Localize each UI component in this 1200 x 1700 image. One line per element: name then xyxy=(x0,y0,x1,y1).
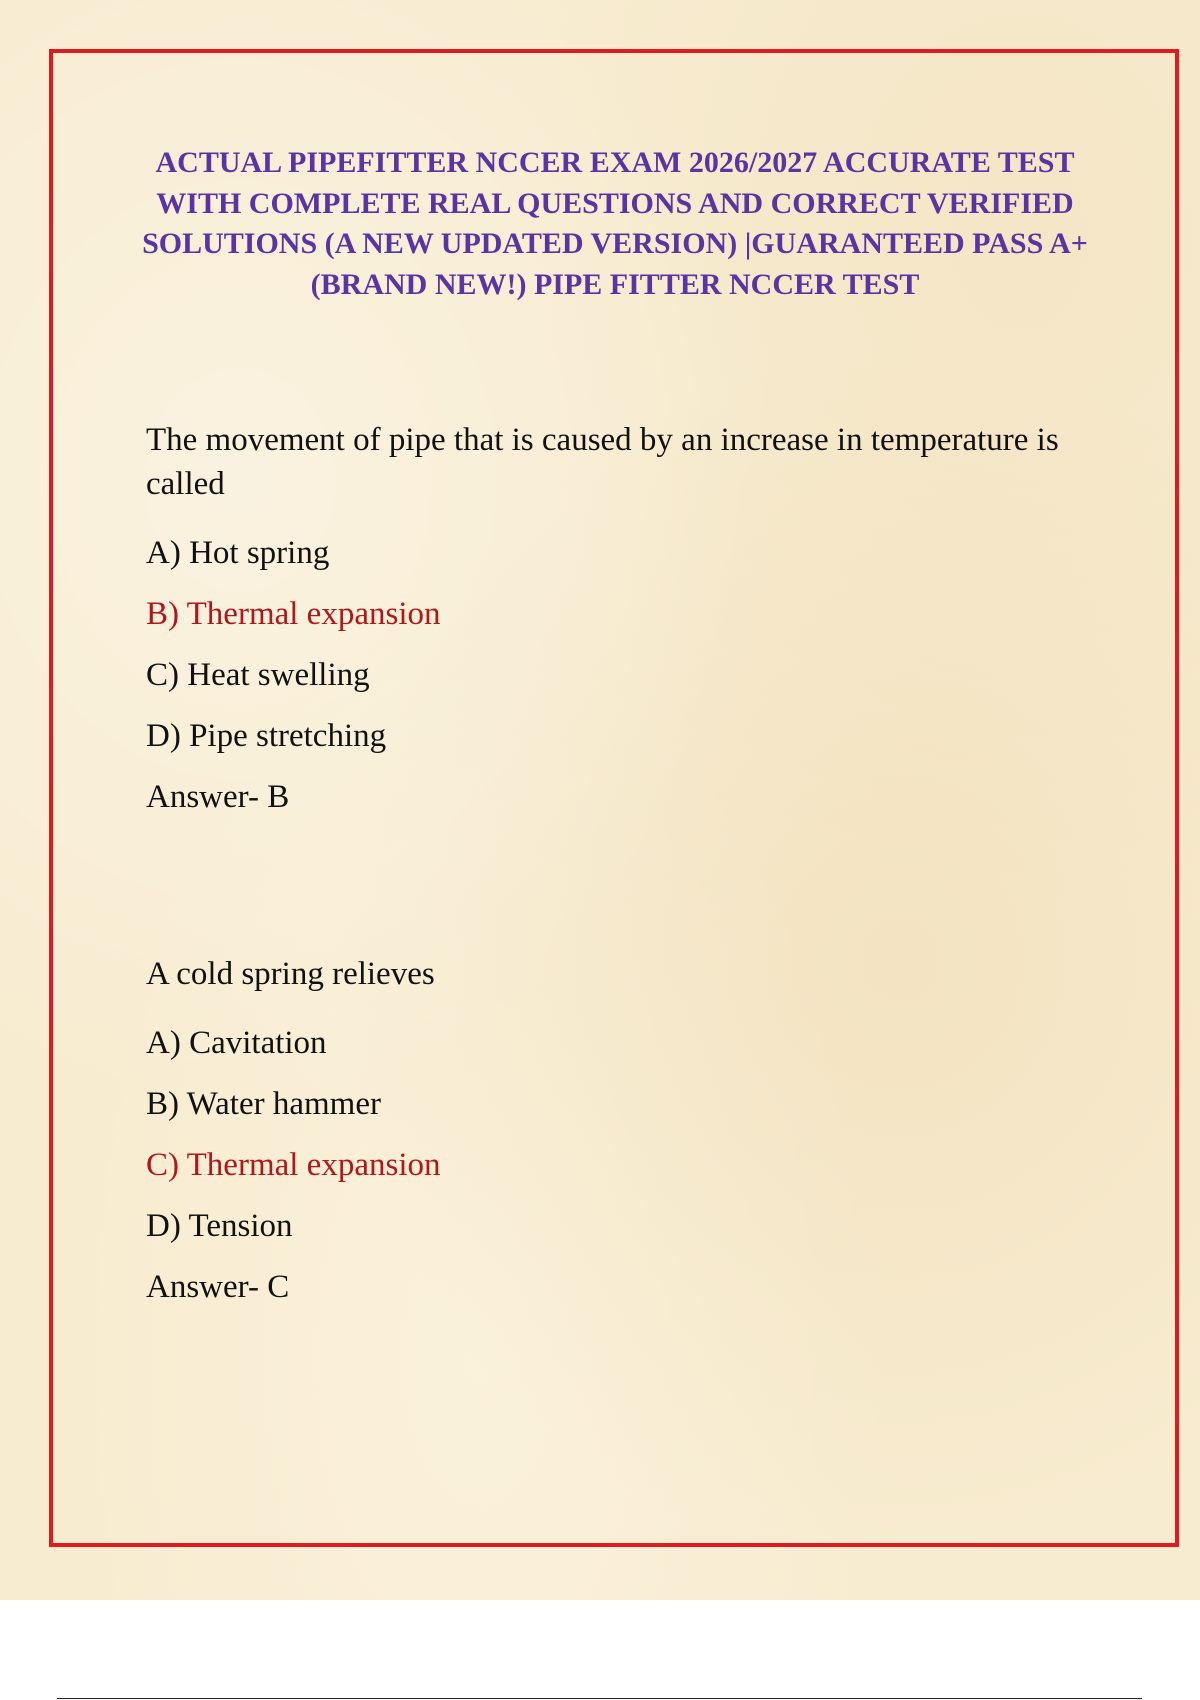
question-1-option-a: A) Hot spring xyxy=(146,535,330,571)
question-1-option-b-correct: B) Thermal expansion xyxy=(146,596,441,632)
question-1 xyxy=(146,418,1096,828)
question-2-option-a: A) Cavitation xyxy=(146,1025,327,1061)
question-1-answer: Answer- B xyxy=(146,779,290,815)
question-1-option-d: D) Pipe stretching xyxy=(146,718,387,754)
question-1-text: The movement of pipe that is caused by an increase in temperature is called xyxy=(146,422,1059,502)
question-2 xyxy=(146,952,1096,1318)
document-title: ACTUAL PIPEFITTER NCCER EXAM 2026/2027 ACCURATE TEST WITH COMPLETE REAL QUESTIONS AND CORRECT VERIFIED SOLUTIONS (A NEW UPDATED VERSION) |GUARANTEED PASS A+ (BRAND NEW!) PIPE FITTER NCCER TEST xyxy=(142,146,1088,301)
question-2-option-d: D) Tension xyxy=(146,1208,293,1244)
question-1-options xyxy=(146,523,1096,767)
question-2-option-b: B) Water hammer xyxy=(146,1086,381,1122)
question-2-answer: Answer- C xyxy=(146,1269,290,1305)
question-2-option-c-correct: C) Thermal expansion xyxy=(146,1147,441,1183)
question-2-text: A cold spring relieves xyxy=(146,956,435,992)
footer-divider xyxy=(57,1698,1142,1699)
question-2-options xyxy=(146,1013,1096,1257)
question-1-option-c: C) Heat swelling xyxy=(146,657,370,693)
